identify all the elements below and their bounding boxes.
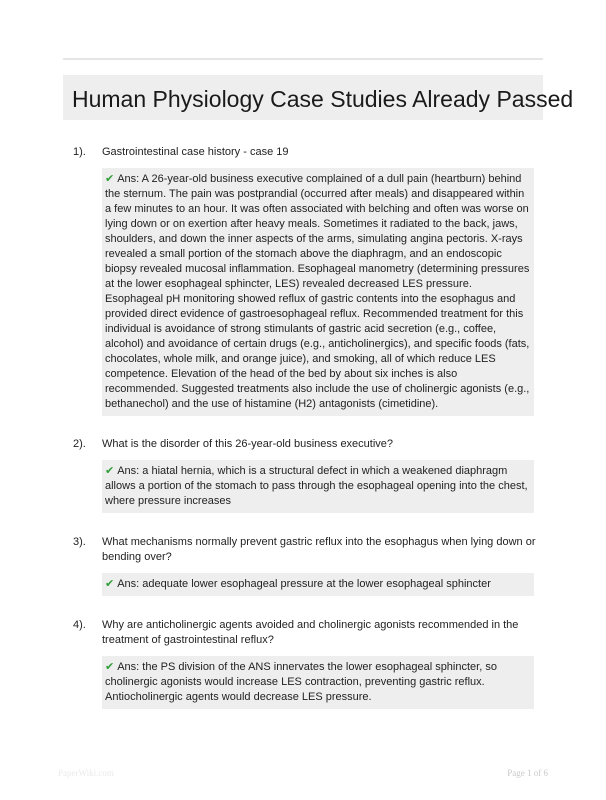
question-text: Gastrointestinal case history - case 19 [102, 146, 289, 158]
page-title: Human Physiology Case Studies Already Passed [72, 86, 574, 112]
question-number: 4). [73, 619, 86, 631]
question-number: 3). [73, 536, 86, 548]
answer-text: Ans: A 26-year-old business executive complained of a dull pain (heartburn) behind the sternum. The pain was postprandial (occurred after meals) and disappeared within a few minutes to an hour. It was often associated with belching and often was worse on lying down or on exertion after heavy meals. Sometimes it radiated to the back, jaws, shoulders, and down the inner aspects of the arms, simulating angina pectoris. X-rays revealed a small portion of the stomach above the diaphragm, and an endoscopic biopsy revealed mucosal inflammation. Esophageal manometry (determining pressures at the lower esophageal sphincter, LES) revealed decreased LES pressure. Esophageal pH monitoring showed reflux of gastric contents into the esophagus and provided direct evidence of gastroesophageal reflux. Recommended treatment for this individual is avoidance of strong stimulants of gastric acid secretion (e.g., coffee, alcohol) and avoidance of certain drugs (e.g., anticholinergics), and specific foods (fats, chocolates, whole milk, and orange juice), and smoking, all of which reduce LES competence. Elevation of the head of the bed by about six inches is also recommended. Suggested treatments also include the use of cholinergic agonists (e.g., bethanechol) and the use of histamine (H2) antagonists (cimetidine). [105, 173, 530, 410]
checkmark-icon: ✔ [105, 465, 115, 477]
checkmark-icon: ✔ [105, 173, 115, 185]
title-banner [63, 75, 574, 120]
answer-text: Ans: adequate lower esophageal pressure at the lower esophageal sphincter [117, 578, 491, 590]
answer-text: Ans: the PS division of the ANS innervates the lower esophageal sphincter, so cholinergic agonists would increase LES contraction, preventing gastric reflux. Antiocholinergic agents would decrease LES pressure. [105, 661, 497, 703]
qa-item-4 [73, 618, 543, 709]
question-number: 2). [73, 438, 86, 450]
answer-box [102, 460, 534, 513]
checkmark-icon: ✔ [105, 578, 115, 590]
answer-box [102, 168, 534, 416]
question-text: What mechanisms normally prevent gastric reflux into the esophagus when lying down or bending over? [102, 536, 536, 563]
question-text: Why are anticholinergic agents avoided and cholinergic agonists recommended in the treatment of gastrointestinal reflux? [102, 619, 519, 646]
checkmark-icon: ✔ [105, 661, 115, 673]
qa-item-1 [73, 145, 543, 416]
footer-site-watermark: PaperWiki.com [58, 768, 114, 778]
qa-item-2 [73, 437, 543, 513]
answer-text: Ans: a hiatal hernia, which is a structural defect in which a weakened diaphragm allows a portion of the stomach to pass through the esophageal opening into the chest, where pressure increases [105, 465, 528, 507]
footer-page-number: Page 1 of 6 [507, 768, 548, 778]
answer-box [102, 573, 534, 596]
top-divider [63, 58, 543, 60]
qa-item-3 [73, 535, 543, 596]
answer-box [102, 656, 534, 709]
question-text: What is the disorder of this 26-year-old business executive? [102, 438, 394, 450]
question-number: 1). [73, 146, 86, 158]
